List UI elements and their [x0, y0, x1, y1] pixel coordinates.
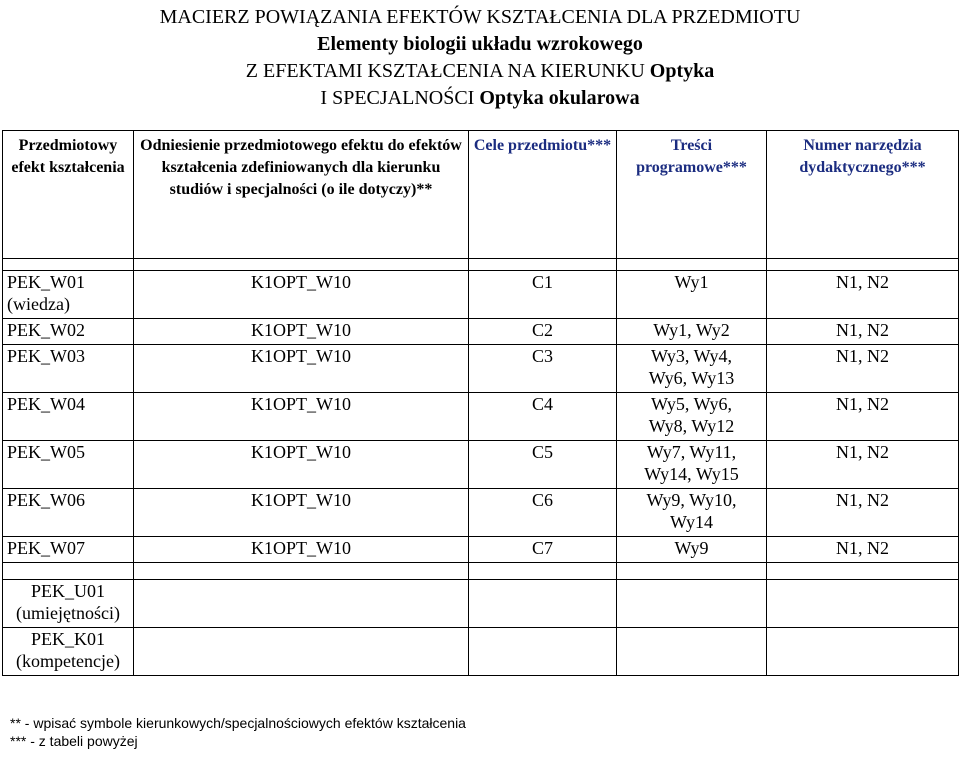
cel-cell: C3 — [469, 345, 617, 393]
tresc-cell: Wy9, Wy10, Wy14 — [617, 489, 767, 537]
efekt-cell: PEK_W03 — [3, 345, 134, 393]
odniesienie-cell: K1OPT_W10 — [134, 441, 469, 489]
title-subject: Elementy biologii układu wzrokowego — [317, 33, 643, 55]
efekt-cell: PEK_W04 — [3, 393, 134, 441]
cel-cell: C5 — [469, 441, 617, 489]
footnote-1: ** - wpisać symbole kierunkowych/specjalnościowych efektów kształcenia — [10, 715, 466, 731]
numer-cell: N1, N2 — [767, 537, 959, 563]
table-body — [3, 271, 959, 563]
odniesienie-cell: K1OPT_W10 — [134, 393, 469, 441]
title-line-4: I SPECJALNOŚCI Optyka okularowa — [320, 87, 640, 109]
title-line-1: MACIERZ POWIĄZANIA EFEKTÓW KSZTAŁCENIA DLA PRZEDMIOTU — [159, 6, 801, 28]
table-row — [3, 537, 959, 563]
numer-cell: N1, N2 — [767, 393, 959, 441]
table-row-kompetencje — [3, 628, 959, 676]
numer-cell: N1, N2 — [767, 441, 959, 489]
tresc-cell: Wy5, Wy6, Wy8, Wy12 — [617, 393, 767, 441]
tresc-cell: Wy7, Wy11, Wy14, Wy15 — [617, 441, 767, 489]
cel-cell: C1 — [469, 271, 617, 319]
title-line-3: Z EFEKTAMI KSZTAŁCENIA NA KIERUNKU Optyka — [245, 60, 715, 82]
tresc-cell: Wy3, Wy4, Wy6, Wy13 — [617, 345, 767, 393]
efekt-cell: PEK_W06 — [3, 489, 134, 537]
efekt-cell: PEK_W07 — [3, 537, 134, 563]
odniesienie-cell: K1OPT_W10 — [134, 537, 469, 563]
header-cele: Cele przedmiotu*** — [469, 131, 617, 259]
cel-cell: C2 — [469, 319, 617, 345]
table-row — [3, 319, 959, 345]
footnotes — [10, 714, 466, 750]
table-row-umiejetnosci — [3, 580, 959, 628]
document-title — [0, 4, 960, 112]
table-row — [3, 393, 959, 441]
table-row — [3, 489, 959, 537]
header-tresci: Treści programowe*** — [617, 131, 767, 259]
odniesienie-cell: K1OPT_W10 — [134, 345, 469, 393]
tresc-cell: Wy9 — [617, 537, 767, 563]
title-specjalnosc: Optyka okularowa — [479, 87, 640, 109]
numer-cell: N1, N2 — [767, 319, 959, 345]
numer-cell: N1, N2 — [767, 345, 959, 393]
efekt-cell: PEK_U01 (umiejętności) — [3, 580, 134, 628]
table-row — [3, 441, 959, 489]
numer-cell: N1, N2 — [767, 271, 959, 319]
header-efekt: Przedmiotowy efekt kształcenia — [3, 131, 134, 259]
cel-cell: C7 — [469, 537, 617, 563]
numer-cell: N1, N2 — [767, 489, 959, 537]
odniesienie-cell: K1OPT_W10 — [134, 319, 469, 345]
efekt-cell: PEK_W01 (wiedza) — [3, 271, 134, 319]
efekt-cell: PEK_K01 (kompetencje) — [3, 628, 134, 676]
table-row — [3, 345, 959, 393]
tresc-cell: Wy1 — [617, 271, 767, 319]
table-header-row — [3, 131, 959, 259]
spacer-row — [3, 563, 959, 580]
cel-cell: C4 — [469, 393, 617, 441]
header-numer: Numer narzędzia dydaktycznego*** — [767, 131, 959, 259]
header-odniesienie: Odniesienie przedmiotowego efektu do efektów kształcenia zdefiniowanych dla kierunku studiów i specjalności (o ile dotyczy)** — [134, 131, 469, 259]
tresc-cell: Wy1, Wy2 — [617, 319, 767, 345]
odniesienie-cell: K1OPT_W10 — [134, 271, 469, 319]
matrix-table — [2, 130, 959, 676]
efekt-cell: PEK_W05 — [3, 441, 134, 489]
spacer-row — [3, 259, 959, 271]
efekt-cell: PEK_W02 — [3, 319, 134, 345]
footnote-2: *** - z tabeli powyżej — [10, 733, 138, 749]
table-row — [3, 271, 959, 319]
odniesienie-cell: K1OPT_W10 — [134, 489, 469, 537]
cel-cell: C6 — [469, 489, 617, 537]
title-kierunek: Optyka — [649, 60, 715, 82]
